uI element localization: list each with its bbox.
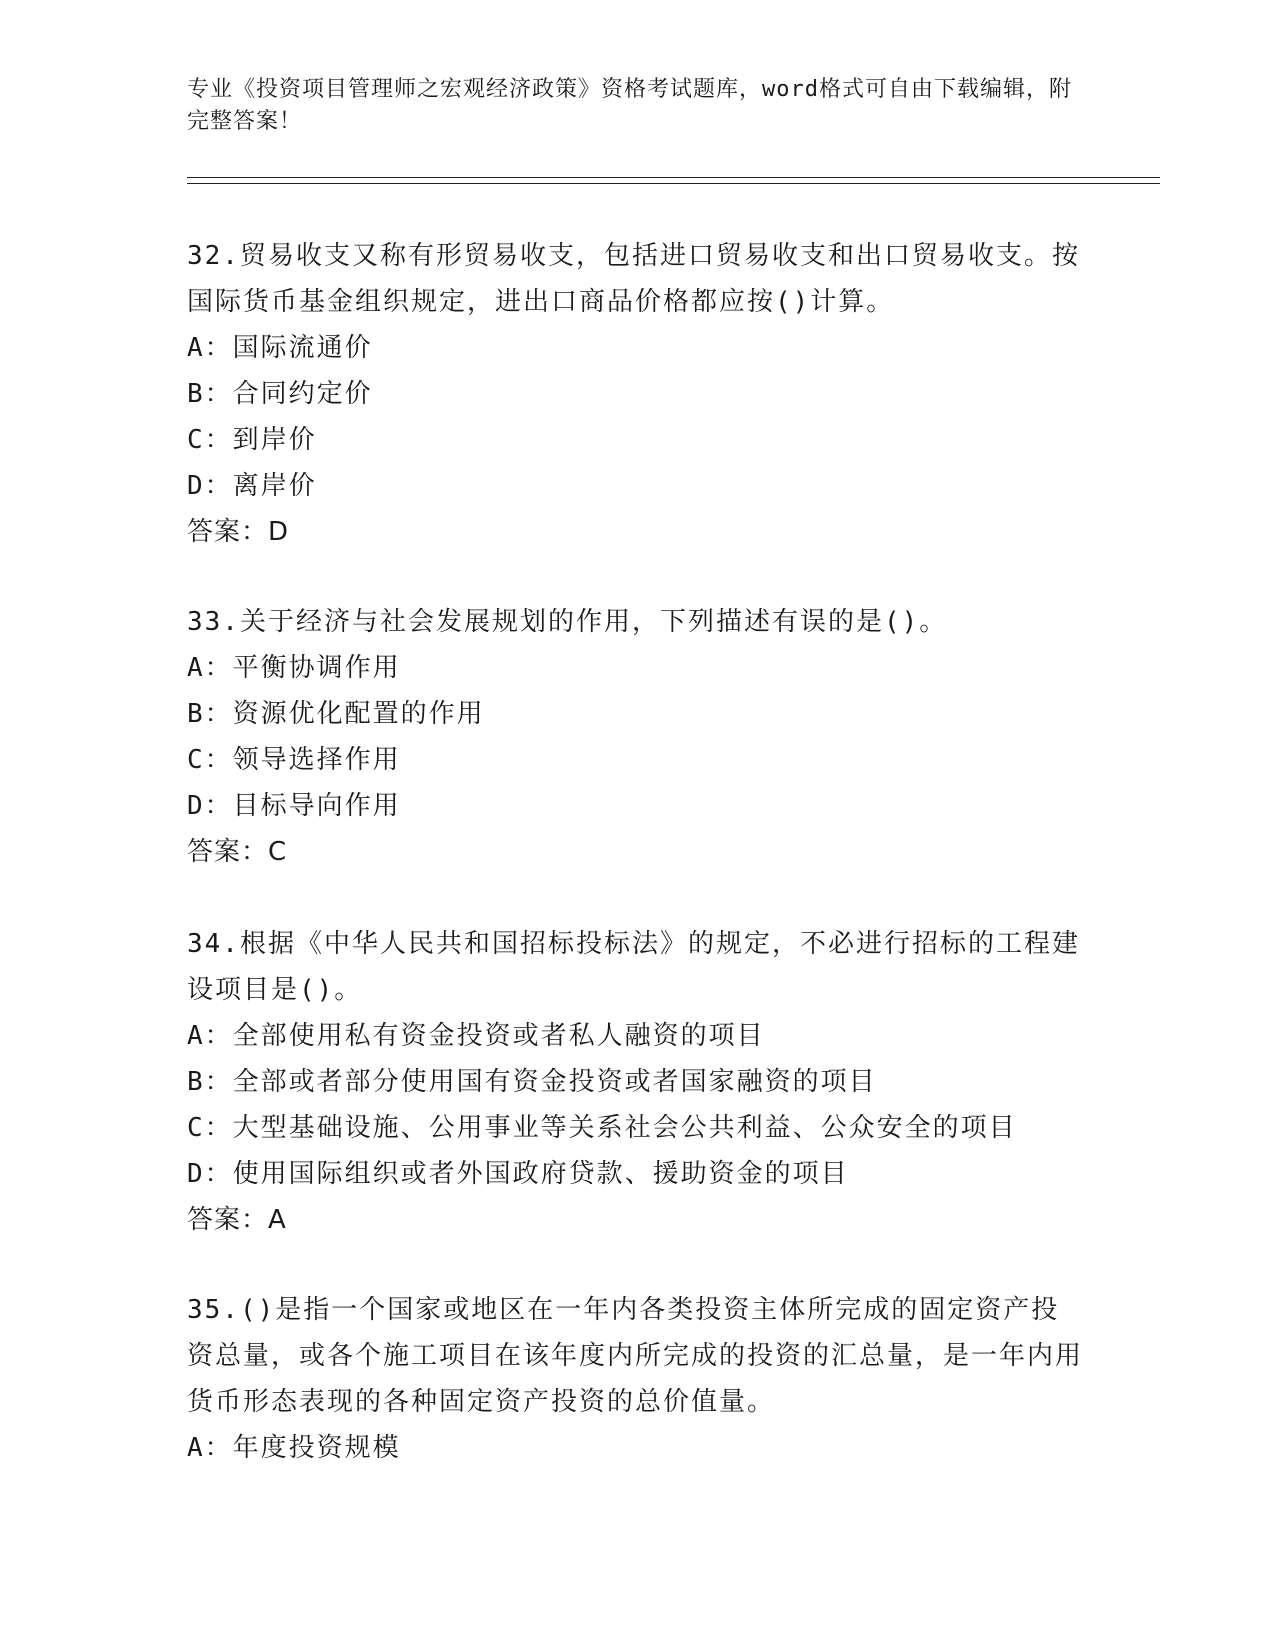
option-a: A：国际流通价 — [187, 333, 373, 363]
option-d: D：使用国际组织或者外国政府贷款、援助资金的项目 — [187, 1159, 849, 1189]
option-d: D：离岸价 — [187, 471, 317, 501]
question-34 — [187, 921, 1087, 1243]
option-b: B：全部或者部分使用国有资金投资或者国家融资的项目 — [187, 1067, 877, 1097]
question-stem: 33.关于经济与社会发展规划的作用，下列描述有误的是()。 — [187, 607, 948, 637]
question-stem: 32.贸易收支又称有形贸易收支，包括进口贸易收支和出口贸易收支。按国际货币基金组织规定，进出口商品价格都应按()计算。 — [187, 241, 1080, 317]
option-a: A：全部使用私有资金投资或者私人融资的项目 — [187, 1021, 765, 1051]
document-intro: 专业《投资项目管理师之宏观经济政策》资格考试题库，word格式可自由下载编辑，附完整答案！ — [187, 77, 1072, 134]
question-32 — [187, 233, 1087, 555]
question-35 — [187, 1287, 1087, 1471]
option-b: B：资源优化配置的作用 — [187, 699, 485, 729]
question-33 — [187, 599, 1087, 875]
option-c: C：大型基础设施、公用事业等关系社会公共利益、公众安全的项目 — [187, 1113, 1017, 1143]
option-a: A：平衡协调作用 — [187, 653, 401, 683]
answer: 答案：C — [187, 837, 288, 867]
answer: 答案：A — [187, 1205, 287, 1235]
header-divider-bottom — [187, 183, 1160, 184]
question-stem: 35.()是指一个国家或地区在一年内各类投资主体所完成的固定资产投资总量，或各个施工项目在该年度内所完成的投资的汇总量，是一年内用货币形态表现的各种固定资产投资的总价值量。 — [187, 1295, 1084, 1417]
answer: 答案：D — [187, 517, 290, 547]
option-b: B：合同约定价 — [187, 379, 373, 409]
option-c: C：到岸价 — [187, 425, 317, 455]
question-stem: 34.根据《中华人民共和国招标投标法》的规定，不必进行招标的工程建设项目是()。 — [187, 929, 1080, 1005]
header-divider-top — [187, 177, 1160, 178]
option-a: A：年度投资规模 — [187, 1433, 401, 1463]
option-c: C：领导选择作用 — [187, 745, 401, 775]
option-d: D：目标导向作用 — [187, 791, 401, 821]
